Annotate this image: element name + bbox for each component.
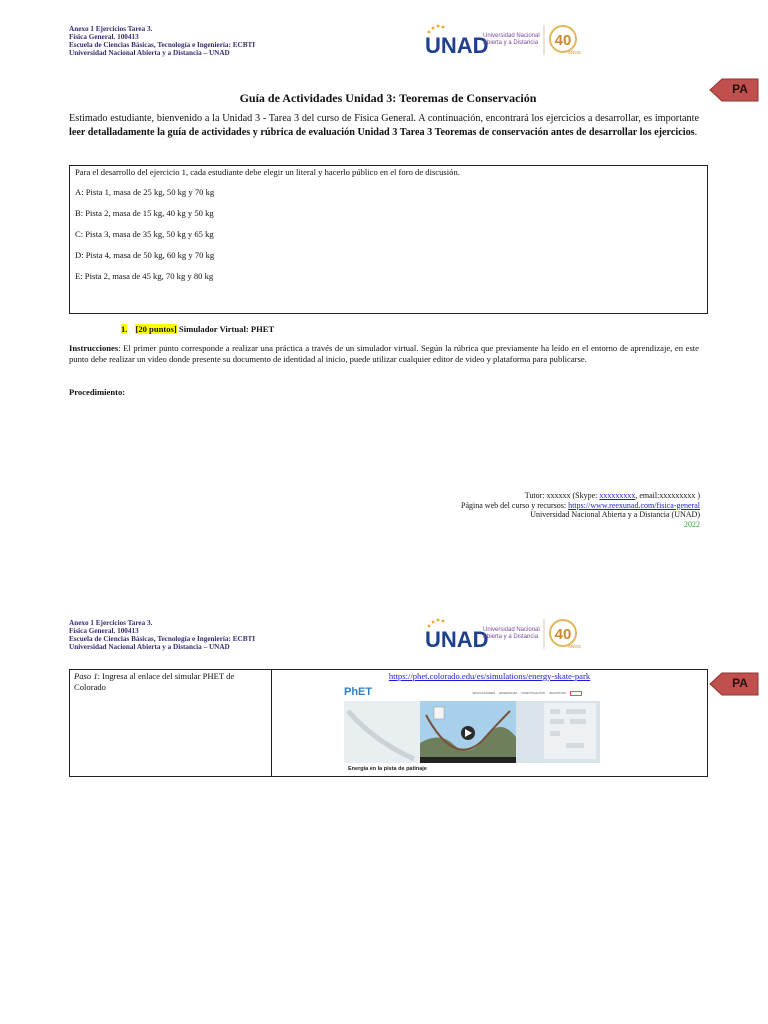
page-title: Guía de Actividades Unidad 3: Teoremas de Conservación	[239, 91, 537, 105]
option-item: A: Pista 1, masa de 25 kg, 50 kg y 70 kg	[75, 187, 215, 197]
logo-caption-line: Universidad Nacional	[483, 627, 540, 633]
header-line: Escuela de Ciencias Básicas, Tecnología e Ingeniería: ECBTI	[69, 635, 256, 643]
unad-logo-icon	[423, 617, 489, 652]
box-intro: Para el desarrollo del ejercicio 1, cada estudiante debe elegir un literal y hacerlo público en el foro de discusión.	[75, 167, 460, 177]
pa-marker	[710, 673, 758, 695]
step-media-cell	[272, 670, 708, 777]
option-item: C: Pista 3, masa de 35 kg, 50 kg y 65 kg	[75, 229, 214, 239]
header-line: Escuela de Ciencias Básicas, Tecnología e Ingeniería: ECBTI	[69, 41, 256, 49]
anniversary-label: AÑOS	[567, 50, 581, 55]
page-footer	[300, 491, 700, 529]
unad-logo-icon	[423, 23, 489, 58]
anniversary-label: AÑOS	[567, 644, 581, 649]
header-line: Universidad Nacional Abierta y a Distancia – UNAD	[69, 49, 230, 57]
unad-logo	[423, 617, 580, 651]
course-web-link[interactable]: https://www.reexunad.com/fisica-general	[568, 500, 700, 510]
phet-login-button[interactable]	[570, 691, 582, 696]
step-table	[69, 669, 708, 777]
footer-year: 2022	[684, 519, 700, 529]
instructions-label: Instrucciones	[69, 343, 119, 353]
logo-caption-line: Abierta y a Distancia	[483, 40, 539, 46]
pa-label: PA	[732, 676, 748, 690]
item-title: Simulador Virtual: PHET	[178, 324, 275, 334]
instructions-paragraph	[69, 343, 699, 364]
item-number: 1.	[121, 324, 128, 334]
phet-screenshot	[344, 686, 600, 776]
anniversary-badge-icon	[544, 23, 580, 57]
page2-header-text	[69, 619, 255, 651]
header-line: Física General. 100413	[69, 627, 139, 635]
phet-nav-item[interactable]: INICIATIVAS	[548, 691, 566, 695]
phet-nav	[472, 691, 582, 696]
phet-sim-preview	[344, 701, 600, 763]
intro-text: Estimado estudiante, bienvenido a la Unidad 3 - Tarea 3 del curso de Física General. A continuación, encontrará los ejercicios a desarrollar, es importante	[69, 113, 699, 124]
header-line: Anexo 1 Ejercicios Tarea 3.	[69, 619, 153, 627]
logo-wordmark: UNAD	[425, 627, 489, 652]
anniversary-badge-icon	[544, 617, 580, 651]
intro-emphasis: leer detalladamente la guía de actividades y rúbrica de evaluación Unidad 3 Tarea 3 Teoremas de conservación antes de desarrollar los ejercicios	[69, 127, 695, 138]
step-label: Paso 1	[74, 671, 98, 681]
unad-logo	[423, 23, 580, 57]
step-description-cell	[70, 670, 272, 777]
anniversary-number: 40	[554, 626, 572, 643]
logo-caption	[483, 33, 540, 47]
header-line: Anexo 1 Ejercicios Tarea 3.	[69, 25, 153, 33]
phet-nav-item[interactable]: ENSEÑANZA	[499, 691, 518, 695]
pa-label: PA	[732, 82, 748, 96]
pa-marker	[710, 79, 758, 101]
footer-tutor-text: Tutor: xxxxxx (Skype:	[524, 491, 600, 500]
intro-end: .	[694, 127, 698, 138]
intro-paragraph	[69, 112, 699, 140]
phet-nav-item[interactable]: SIMULACIONES	[472, 691, 496, 695]
footer-web	[300, 501, 700, 511]
footer-web-text: Página web del curso y recursos:	[461, 500, 569, 510]
phet-nav-item[interactable]: INVESTIGACIÓN	[521, 691, 545, 695]
option-item: B: Pista 2, masa de 15 kg, 40 kg y 50 kg	[75, 208, 214, 218]
item-points: [20 puntos]	[135, 324, 177, 334]
footer-tutor	[300, 491, 700, 501]
logo-caption-line: Abierta y a Distancia	[483, 634, 539, 640]
option-item: E: Pista 2, masa de 45 kg, 70 kg y 80 kg	[75, 271, 214, 281]
exercise-options-box	[69, 165, 708, 314]
phet-sim-caption: Energía en la pista de patinaje	[348, 766, 427, 772]
phet-brand: PhET	[344, 686, 373, 698]
instructions-text: : El primer punto corresponde a realizar una práctica a través de un simulador virtual. Según la rúbrica que previamente ha leído en el entorno de aprendizaje, en este punto debe realizar un video donde presente su documento de identidad al inicio, puede utilizar cualquier editor de video y plataforma para publicarse.	[69, 343, 699, 364]
page1-header-text	[69, 25, 255, 57]
header-line: Física General. 100413	[69, 33, 139, 41]
footer-email-text: , email:xxxxxxxxx )	[635, 491, 700, 500]
procedure-label: Procedimiento:	[69, 387, 126, 397]
logo-caption	[483, 627, 540, 641]
skype-link[interactable]: xxxxxxxxx	[599, 491, 636, 500]
step-text: : Ingresa al enlace del simular PHET de Colorado	[74, 671, 235, 692]
option-item: D: Pista 4, masa de 50 kg, 60 kg y 70 kg	[75, 250, 215, 260]
item-heading	[121, 324, 274, 335]
link-wrapper	[272, 671, 707, 682]
footer-university: Universidad Nacional Abierta y a Distancia (UNAD)	[530, 510, 700, 519]
logo-wordmark: UNAD	[425, 33, 489, 58]
header-line: Universidad Nacional Abierta y a Distancia – UNAD	[69, 643, 230, 651]
table-row	[70, 670, 708, 777]
logo-caption-line: Universidad Nacional	[483, 33, 540, 39]
phet-simulation-link[interactable]: https://phet.colorado.edu/es/simulations/energy-skate-park	[388, 671, 591, 681]
anniversary-number: 40	[554, 32, 572, 49]
